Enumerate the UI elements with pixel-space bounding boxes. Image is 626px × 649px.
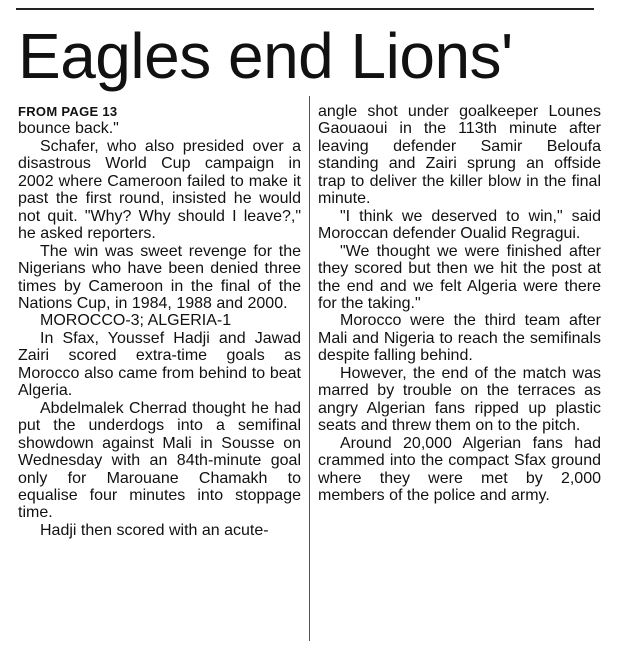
paragraph: In Sfax, Youssef Hadji and Jawad Zairi scored extra-time goals as Morocco also came from behind to beat Algeria. xyxy=(18,329,301,400)
paragraph: angle shot under goalkeeper Lounes Gaouaoui in the 113th minute after leaving defender Samir Beloufa standing and Zairi sprung an offside trap to deliver the killer blow in the final minute. xyxy=(318,103,601,208)
paragraph: However, the end of the match was marred by trouble on the terraces as angry Algerian fans ripped up plastic seats and threw them on to the pitch. xyxy=(318,364,601,435)
paragraph: bounce back." xyxy=(18,120,119,138)
paragraph: Morocco were the third team after Mali and Nigeria to reach the semifinals despite falling behind. xyxy=(318,312,601,365)
paragraph: Schafer, who also presided over a disastrous World Cup campaign in 2002 where Cameroon failed to make it past the first round, insisted he would not quit. "Why? Why should I leave?," he asked reporters. xyxy=(18,137,301,243)
paragraph: "I think we deserved to win," said Moroccan defender Oualid Regragui. xyxy=(318,207,601,243)
paragraph: Hadji then scored with an acute- xyxy=(40,521,269,539)
paragraph: Abdelmalek Cherrad thought he had put the underdogs into a semifinal showdown against Mali in Sousse on Wednesday with an 84th-minute goal only for Marouane Chamakh to equalise four minutes into stoppage time. xyxy=(18,399,301,522)
paragraph: "We thought we were finished after they scored but then we hit the post at the end and we felt Algeria were there for the taking." xyxy=(318,242,601,312)
right-column xyxy=(318,103,601,504)
top-rule xyxy=(16,8,594,10)
headline: Eagles end Lions' xyxy=(18,20,513,92)
column-divider xyxy=(309,96,310,641)
paragraph: The win was sweet revenge for the Nigerians who have been denied three times by Cameroon in the final of the Nations Cup, in 1984, 1988 and 2000. xyxy=(18,242,301,312)
left-column xyxy=(18,103,301,539)
kicker: FROM PAGE 13 xyxy=(18,104,118,119)
section-subhead: MOROCCO-3; ALGERIA-1 xyxy=(40,312,232,330)
paragraph: Around 20,000 Algerian fans had crammed into the compact Sfax ground where they were met by 2,000 members of the police and army. xyxy=(318,434,601,504)
